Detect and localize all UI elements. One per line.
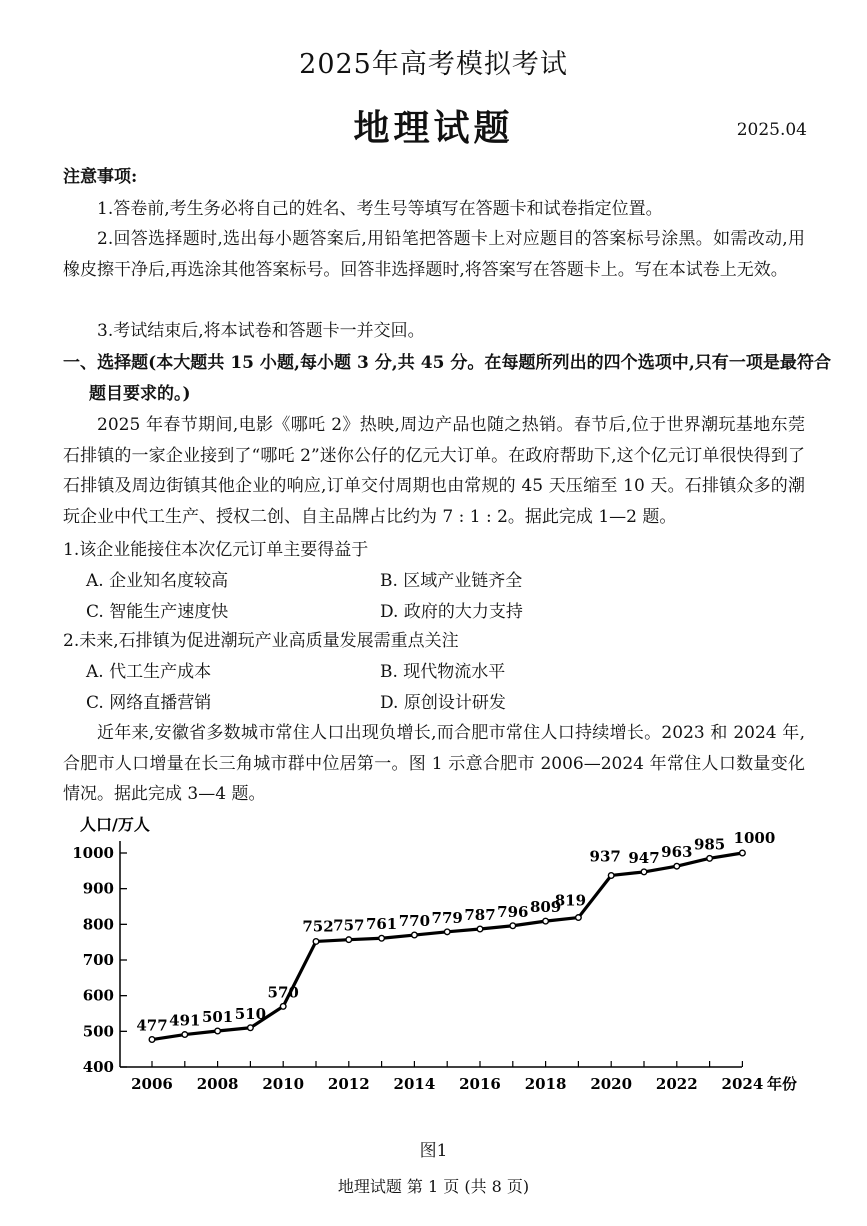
- y-tick-label: 400: [82, 1058, 114, 1076]
- exam-date: 2025.04: [736, 120, 807, 140]
- q2-option-b: B. 现代物流水平: [380, 662, 506, 682]
- data-label: 796: [497, 902, 529, 921]
- data-point: [608, 873, 614, 879]
- data-label: 761: [365, 915, 398, 934]
- q2-option-d: D. 原创设计研发: [380, 693, 506, 713]
- y-tick-label: 900: [82, 879, 114, 898]
- data-point: [280, 1004, 286, 1010]
- notice-item-1: 1.答卷前,考生务必将自己的姓名、考生号等填写在答题卡和试卷指定位置。: [97, 199, 663, 219]
- x-tick-label: 2024: [721, 1075, 764, 1093]
- x-tick-label: 2020: [590, 1075, 633, 1093]
- page-footer: 地理试题 第 1 页 (共 8 页): [337, 1177, 530, 1196]
- data-point: [149, 1037, 155, 1043]
- x-tick-label: 2010: [262, 1075, 305, 1093]
- exam-title: 2025年高考模拟考试: [299, 49, 568, 80]
- data-point: [674, 863, 680, 869]
- data-label: 570: [267, 983, 299, 1002]
- question-1-stem: 1.该企业能接住本次亿元订单主要得益于: [63, 540, 369, 560]
- data-point: [740, 850, 746, 856]
- data-point: [379, 935, 385, 941]
- q1-option-d: D. 政府的大力支持: [380, 602, 523, 622]
- notice-item-3: 3.考试结束后,将本试卷和答题卡一并交回。: [97, 321, 425, 341]
- data-label: 491: [169, 1011, 201, 1030]
- data-label: 770: [398, 912, 431, 931]
- data-point: [346, 937, 352, 943]
- data-label: 819: [554, 891, 587, 910]
- x-tick-label: 2016: [459, 1075, 501, 1093]
- notice-item-2: 2.回答选择题时,选出每小题答案后,用铅笔把答题卡上对应题目的答案标号涂黑。如需改动,用橡皮擦干净后,再选涂其他答案标号。回答非选择题时,将答案写在答题卡上。写在本试卷上无效。: [63, 229, 805, 280]
- data-point: [707, 856, 713, 862]
- q2-option-c: C. 网络直播营销: [86, 693, 212, 713]
- x-tick-label: 2018: [524, 1075, 567, 1093]
- data-label: 501: [201, 1007, 234, 1026]
- data-label: 937: [589, 847, 621, 866]
- data-label: 787: [464, 905, 496, 924]
- y-axis-label: 人口/万人: [80, 815, 150, 834]
- data-label: 757: [333, 916, 365, 935]
- data-point: [641, 869, 647, 875]
- notice-heading: 注意事项:: [63, 167, 138, 187]
- data-point: [477, 926, 483, 932]
- x-axis-label: 年份: [766, 1075, 798, 1093]
- passage-2: 近年来,安徽省多数城市常住人口出现负增长,而合肥市常住人口持续增长。2023 和 2024 年,合肥市人口增量在长三角城市群中位居第一。图 1 示意合肥市 2006—2024 年常住人口数量变化情况。据此完成 3—4 题。: [63, 723, 805, 804]
- y-tick-label: 700: [82, 951, 114, 969]
- data-point: [412, 932, 418, 938]
- y-tick-label: 800: [82, 915, 114, 934]
- q2-option-a: A. 代工生产成本: [86, 662, 212, 682]
- q1-option-c: C. 智能生产速度快: [86, 602, 229, 622]
- data-label: 1000: [733, 829, 776, 847]
- y-tick-label: 600: [82, 986, 114, 1005]
- q1-option-a: A. 企业知名度较高: [86, 571, 229, 591]
- data-label: 510: [234, 1004, 267, 1023]
- y-tick-label: 500: [82, 1022, 114, 1041]
- x-tick-label: 2008: [196, 1075, 239, 1093]
- q1-option-b: B. 区域产业链齐全: [380, 571, 523, 591]
- x-tick-label: 2022: [655, 1075, 698, 1093]
- data-label: 779: [431, 908, 463, 927]
- x-tick-label: 2014: [393, 1075, 436, 1093]
- data-label: 752: [302, 917, 334, 936]
- data-point: [182, 1032, 188, 1038]
- x-tick-label: 2006: [131, 1075, 173, 1093]
- population-line-chart: [60, 810, 820, 1130]
- passage-1: 2025 年春节期间,电影《哪吒 2》热映,周边产品也随之热销。春节后,位于世界潮玩基地东莞石排镇的一家企业接到了“哪吒 2”迷你公仔的亿元大订单。在政府帮助下,这个亿元订单很快得到了石排镇及周边街镇其他企业的响应,订单交付周期也由常规的 45 天压缩至 10 天。石排镇众多的潮玩企业中代工生产、授权二创、自主品牌占比约为 7 : 1 : 2。据此完成 1—2 题。: [63, 415, 805, 527]
- subject-title: 地理试题: [353, 107, 514, 149]
- data-point: [444, 929, 450, 935]
- data-label: 985: [693, 835, 726, 854]
- data-point: [313, 939, 319, 945]
- data-point: [248, 1025, 254, 1031]
- figure-caption: 图1: [419, 1141, 448, 1161]
- question-2-stem: 2.未来,石排镇为促进潮玩产业高质量发展需重点关注: [63, 631, 459, 651]
- data-label: 809: [529, 898, 562, 917]
- x-tick-label: 2012: [327, 1075, 370, 1093]
- data-label: 947: [628, 848, 660, 867]
- data-point: [510, 923, 516, 929]
- section-heading: 一、选择题(本大题共 15 小题,每小题 3 分,共 45 分。在每题所列出的四个选项中,只有一项是最符合题目要求的。): [63, 353, 831, 404]
- data-label: 963: [661, 843, 693, 862]
- data-point: [543, 918, 549, 924]
- data-point: [576, 915, 582, 921]
- data-label: 477: [136, 1016, 168, 1035]
- y-tick-label: 1000: [72, 844, 114, 862]
- data-point: [215, 1028, 221, 1034]
